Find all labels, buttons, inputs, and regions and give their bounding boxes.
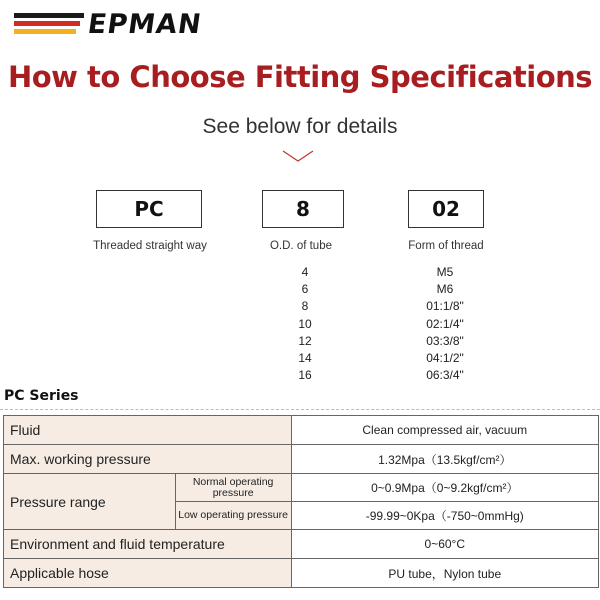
table-row	[4, 474, 599, 502]
row-value-hose: PU tube，Nylon tube	[291, 559, 598, 588]
code-label-od: O.D. of tube	[269, 240, 332, 252]
brand-logo	[14, 10, 202, 38]
table-row	[4, 559, 599, 588]
row-value-low-pressure: -99.99~0Kpa（-750~0mmHg)	[291, 502, 598, 530]
list-item: 10	[298, 316, 312, 331]
list-item: 8	[301, 299, 309, 314]
chevron-down-icon	[282, 150, 314, 162]
od-options-list	[280, 264, 330, 384]
list-item: 01:1/8"	[426, 299, 464, 314]
page-title: How to Choose Fitting Specifications	[7, 60, 593, 94]
code-label-thread: Form of thread	[408, 240, 484, 252]
sublabel-low-pressure: Low operating pressure	[175, 502, 291, 530]
row-value-fluid: Clean compressed air, vacuum	[291, 416, 598, 445]
table-row	[4, 530, 599, 559]
row-value-normal-pressure: 0~0.9Mpa（0~9.2kgf/cm²）	[291, 474, 598, 502]
sublabel-normal-pressure: Normal operating pressure	[175, 474, 291, 502]
list-item: 04:1/2"	[426, 351, 464, 366]
list-item: M6	[436, 282, 454, 297]
row-value-temperature: 0~60°C	[291, 530, 598, 559]
code-box-od: 8	[262, 190, 344, 228]
table-row	[4, 416, 599, 445]
row-label-pressure-range: Pressure range	[4, 474, 176, 530]
list-item: M5	[436, 265, 454, 279]
row-label-max-pressure: Max. working pressure	[4, 445, 292, 474]
row-label-hose: Applicable hose	[4, 559, 292, 588]
code-box-thread: 02	[408, 190, 484, 228]
list-item: 12	[298, 333, 312, 348]
row-label-temperature: Environment and fluid temperature	[4, 530, 292, 559]
code-label-type: Threaded straight way	[93, 240, 207, 252]
row-label-fluid: Fluid	[4, 416, 292, 445]
list-item: 6	[301, 282, 309, 297]
table-row	[4, 445, 599, 474]
logo-stripes-icon	[14, 13, 84, 35]
brand-name: EPMAN	[85, 8, 204, 40]
code-box-type: PC	[96, 190, 202, 228]
row-value-max-pressure: 1.32Mpa（13.5kgf/cm²）	[291, 445, 598, 474]
list-item: 16	[298, 368, 312, 383]
divider	[0, 409, 600, 410]
spec-table	[3, 415, 599, 588]
list-item: 03:3/8"	[426, 333, 464, 348]
list-item: 14	[298, 351, 312, 366]
list-item: 02:1/4"	[426, 316, 464, 331]
series-title: PC Series	[4, 388, 79, 404]
list-item: 4	[301, 265, 309, 279]
list-item: 06:3/4"	[426, 368, 464, 383]
page-subtitle: See below for details	[202, 115, 398, 138]
thread-options-list	[405, 264, 485, 384]
